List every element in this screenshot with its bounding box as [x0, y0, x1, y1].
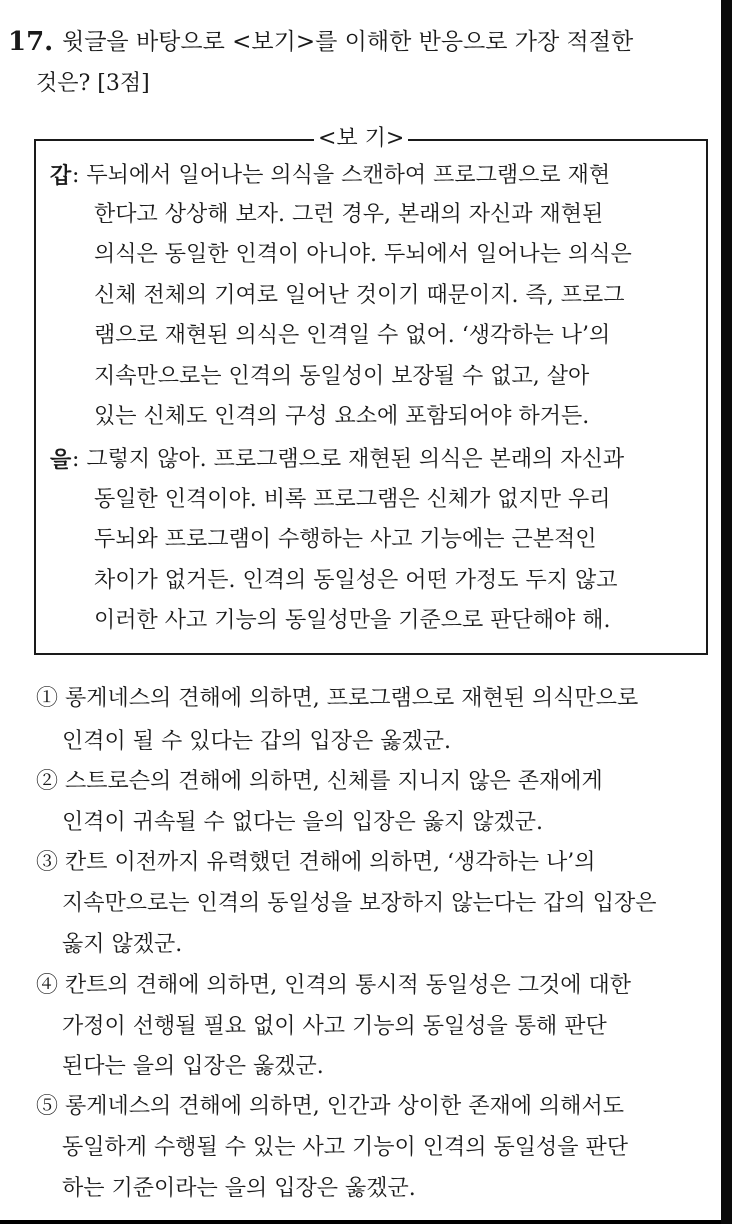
choice-4-line-1[interactable]: ④ 칸트의 견해에 의하면, 인격의 통시적 동일성은 그것에 대한: [36, 973, 631, 998]
question-number: 17.: [8, 27, 54, 57]
speaker-gap-label: 갑: [50, 163, 72, 189]
gap-line-6: 지속만으로는 인격의 동일성이 보장될 수 없고, 살아: [94, 364, 590, 389]
speaker-eul-label: 을: [50, 447, 72, 473]
example-box-title: <보 기>: [314, 124, 408, 154]
gap-line-5: 램으로 재현된 의식은 인격일 수 없어. ‘생각하는 나’의: [94, 323, 611, 348]
choice-4-line-3[interactable]: 된다는 을의 입장은 옳겠군.: [62, 1054, 324, 1079]
eul-line-4: 차이가 없거든. 인격의 동일성은 어떤 가정도 두지 않고: [94, 568, 618, 593]
choice-5-line-3[interactable]: 하는 기준이라는 을의 입장은 옳겠군.: [62, 1176, 416, 1201]
choice-2-line-1[interactable]: ② 스트로슨의 견해에 의하면, 신체를 지니지 않은 존재에게: [36, 769, 603, 794]
gap-line-7: 있는 신체도 인격의 구성 요소에 포함되어야 하거든.: [94, 404, 590, 429]
choice-5-line-2[interactable]: 동일하게 수행될 수 있는 사고 기능이 인격의 동일성을 판단: [62, 1135, 628, 1160]
question-stem-line-1: 윗글을 바탕으로 <보기>를 이해한 반응으로 가장 적절한: [62, 29, 634, 55]
eul-line-3: 두뇌와 프로그램이 수행하는 사고 기능에는 근본적인: [94, 527, 597, 552]
eul-line-5: 이러한 사고 기능의 동일성만을 기준으로 판단해야 해.: [94, 608, 611, 633]
choice-1-line-2[interactable]: 인격이 될 수 있다는 갑의 입장은 옳겠군.: [62, 729, 451, 754]
choice-3-line-1[interactable]: ③ 칸트 이전까지 유력했던 견해에 의하면, ‘생각하는 나’의: [36, 850, 596, 875]
choice-5-line-1[interactable]: ⑤ 롱게네스의 견해에 의하면, 인간과 상이한 존재에 의해서도: [36, 1094, 624, 1119]
eul-line-1: : 그렇지 않아. 프로그램으로 재현된 의식은 본래의 자신과: [72, 447, 625, 472]
choice-1-line-1[interactable]: ① 롱게네스의 견해에 의하면, 프로그램으로 재현된 의식만으로: [36, 686, 639, 711]
choice-3-line-2[interactable]: 지속만으로는 인격의 동일성을 보장하지 않는다는 갑의 입장은: [62, 891, 657, 916]
eul-line-2: 동일한 인격이야. 비록 프로그램은 신체가 없지만 우리: [94, 487, 611, 512]
gap-line-2: 한다고 상상해 보자. 그런 경우, 본래의 자신과 재현된: [94, 202, 604, 227]
choice-2-line-2[interactable]: 인격이 귀속될 수 없다는 을의 입장은 옳지 않겠군.: [62, 810, 543, 835]
choice-3-line-3[interactable]: 옳지 않겠군.: [62, 932, 183, 957]
choice-4-line-2[interactable]: 가정이 선행될 필요 없이 사고 기능의 동일성을 통해 판단: [62, 1014, 607, 1039]
gap-line-4: 신체 전체의 기여로 일어난 것이기 때문이지. 즉, 프로그: [94, 283, 625, 308]
gap-line-3: 의식은 동일한 인격이 아니야. 두뇌에서 일어나는 의식은: [94, 242, 632, 267]
question-stem-line-2: 것은? [3점]: [36, 71, 150, 96]
gap-line-1: : 두뇌에서 일어나는 의식을 스캔하여 프로그램으로 재현: [72, 163, 611, 188]
dark-edge: [721, 0, 732, 1224]
